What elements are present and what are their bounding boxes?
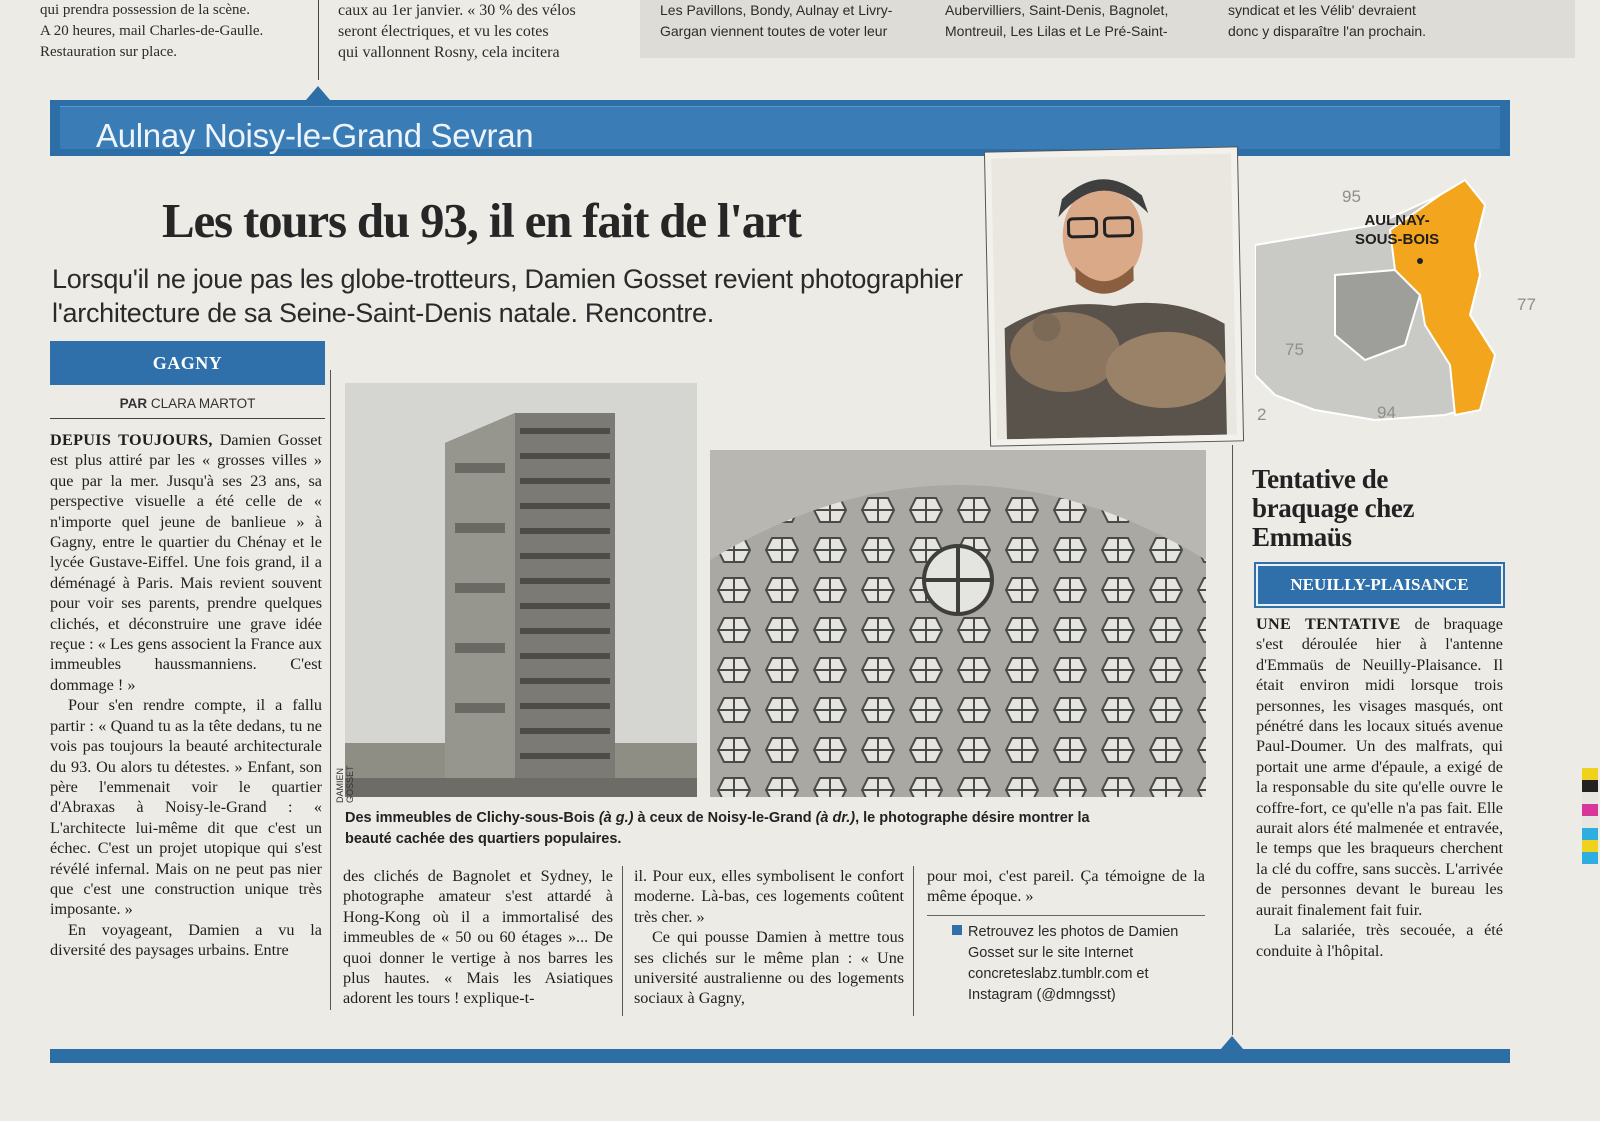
dome-illustration [710,450,1206,797]
text-line: A 20 heures, mail Charles-de-Gaulle. [40,23,264,39]
photo-clichy-tower [345,383,697,797]
info-rule [927,915,1205,916]
caption-text: (à dr.) [815,810,856,826]
text-line: qui vallonnent Rosny, cela incitera [338,44,560,61]
text-line: Restauration sur place. [40,44,178,60]
caption-text: Des immeubles de Clichy-sous-Bois [345,810,599,826]
print-registration-marks [1582,768,1598,864]
section-notch [306,86,330,100]
locator-map [1255,175,1585,455]
location-label: GAGNY [50,341,325,385]
map-label-line: AULNAY- [1364,212,1430,229]
top-column-1 [40,0,310,63]
portrait-illustration [991,154,1237,440]
info-box: Retrouvez les photos de Damien Gosset sur le site Internet concreteslabz.tumblr.com et Instagram (@dmngsst) [968,924,1179,1003]
bottom-bar [50,1049,1510,1063]
column-rule [318,0,319,80]
photo-noisy-dome [710,450,1206,797]
article-headline: Les tours du 93, il en fait de l'art [162,193,801,248]
section-bar-inner [60,106,1500,154]
paragraph: pour moi, c'est pareil. Ça témoigne de la même époque. » [927,867,1205,906]
byline-prefix: PAR [119,396,148,411]
map-label-77: 77 [1517,295,1536,314]
caption-text: (à g.) [598,810,634,826]
text-line: Aubervilliers, Saint-Denis, Bagnolet, [945,2,1169,18]
caption-text: à ceux de Noisy-le-Grand [633,810,816,826]
photo-caption [345,808,1105,850]
portrait-photo-frame [985,147,1243,445]
text-line: Montreuil, Les Lilas et Le Pré-Saint- [945,23,1168,39]
map-label-95: 95 [1342,187,1361,206]
text-line: seront électriques, et vu les cotes [338,23,549,40]
article-column-1 [50,430,322,961]
bottom-notch [1220,1036,1244,1050]
info-bullet-icon [952,925,962,935]
paragraph [50,430,322,695]
photo-credit: DAMIEN GOSSET [335,765,355,803]
text-line: qui prendra possession de la scène. [40,2,250,18]
column-rule [913,866,914,1016]
column-rule [330,370,331,1010]
text-line: donc y disparaître l'an prochain. [1228,23,1427,39]
caption-text: , le photographe désire montrer la beauté cachée des quartiers populaires. [345,810,1090,847]
sidebar-location-label: NEUILLY-PLAISANCE [1256,564,1503,606]
paragraph-text: de braquage s'est déroulée hier à l'antenne d'Emmaüs de Neuilly-Plaisance. Il était environ midi lorsque trois personnes, les visages masqués, ont pénétré dans les locaux situés avenue Paul-Doumer. Un des malfrats, qui portait une arme d'épaule, a exigé de la responsable du site qu'elle ouvre le coffre-fort, ce qu'elle n'a pas fait. Elle aurait alors été malmenée et entravée, le temps que les braqueurs cherchent la clé du coffre, sans succès. L'arrivée de personnes devant le bureau les aurait finalement fait fuir. [1256,615,1503,919]
sidebar-headline: Tentative de braquage chez Emmaüs [1252,464,1415,552]
map-label-94: 94 [1377,403,1396,422]
article-deck: Lorsqu'il ne joue pas les globe-trotteurs, Damien Gosset revient photographier l'architecture de sa Seine-Saint-Denis natale. Rencontre. [52,264,963,328]
top-column-4 [945,0,1205,42]
text-line: Gargan viennent toutes de voter leur [660,23,888,39]
lead-in: UNE TENTATIVE [1256,615,1401,633]
top-column-5 [1228,0,1488,42]
paragraph: des clichés de Bagnolet et Sydney, le photographe amateur s'est attardé à Hong-Kong où il a immortalisé des immeubles de « 50 ou 60 étages »... De quoi donner le vertige à nos barres les plus hautes. « Mais les Asiatiques adorent les tours ! explique-t- [343,867,613,1008]
column-rule [622,866,623,1016]
map-label-75: 75 [1285,340,1304,359]
sidebar-rule [1232,445,1233,1035]
map-label-92: 2 [1257,405,1267,424]
sidebar-body [1256,614,1503,961]
tower-illustration [345,383,697,797]
section-title: Aulnay Noisy-le-Grand Sevran [96,117,534,154]
paragraph [1256,614,1503,920]
top-column-2 [338,0,628,63]
text-line: Les Pavillons, Bondy, Aulnay et Livry- [660,2,893,18]
text-line: caux au 1er janvier. « 30 % des vélos [338,2,576,19]
text-line: syndicat et les Vélib' devraient [1228,2,1416,18]
paragraph: il. Pour eux, elles symbolisent le confort moderne. Là-bas, ces logements coûtent très cher. » [634,867,904,926]
paragraph-text: Damien Gosset est plus attiré par les « grosses villes » que par la mer. Jusqu'à ses 23 ans, sa perspective visuelle a été celle de « n'importe quel jeune de banlieue » à Gagny, entre le quartier du Chénay et le lycée Gustave-Eiffel. Une fois grand, il a déménagé à Paris. Mais revient souvent pour voir ses parents, prendre quelques clichés, et déconstruire une grave idée reçue : « Les gens associent la France aux immeubles haussmanniens. C'est dommage ! » [50,431,322,694]
article-column-4 [927,866,1205,907]
map-label-line: SOUS-BOIS [1355,231,1440,248]
paragraph: Ce qui pousse Damien à mettre tous ses clichés sur le même plan : « Une université australienne ou des logements sociaux à Gagny, [634,928,904,1008]
article-column-3 [634,866,904,1009]
byline-rule [50,418,325,419]
lead-in: DEPUIS TOUJOURS, [50,431,213,449]
top-column-3 [660,0,928,42]
paragraph: La salariée, très secouée, a été conduite à l'hôpital. [1256,921,1503,960]
paragraph: Pour s'en rendre compte, il a fallu partir : « Quand tu as la tête dedans, tu ne vois pas toujours la beauté architecturale du 93. Ou alors tu détestes. » Enfant, son père l'emmenait voir le quartier d'Abraxas à Noisy-le-Grand : « L'architecte lui-même dit que c'est un échec. C'est un projet utopique qui s'est révélé infernal. Mais on ne peut pas nier que c'est une construction unique très imposante. » [50,696,322,919]
byline-author: CLARA MARTOT [150,396,256,411]
top-strip [0,0,1600,64]
section-bar [50,100,1510,156]
article-column-2 [343,866,613,1009]
map-label-aulnay [1355,211,1439,249]
paragraph: En voyageant, Damien a vu la diversité des paysages urbains. Entre [50,920,322,960]
byline [50,396,325,411]
